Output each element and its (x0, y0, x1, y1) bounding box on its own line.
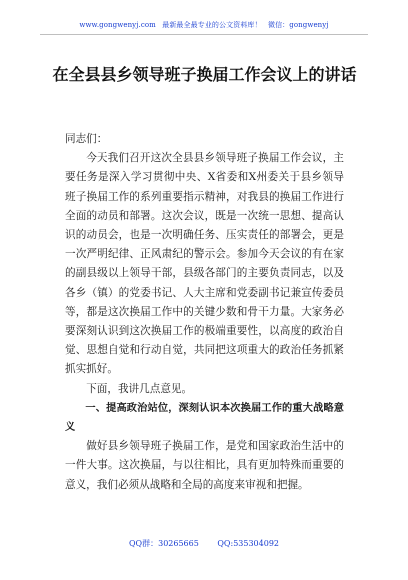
header-slogan: 最新最全最专业的公文资料库！ (162, 21, 262, 29)
footer-qq: QQ:535304092 (217, 539, 279, 548)
page-footer (0, 538, 408, 549)
section-heading-1: 一、提高政治站位，深刻认识本次换届工作的重大战略意义 (65, 402, 344, 434)
body-paragraph-1: 今天我们召开这次全县县乡领导班子换届工作会议，主要任务是深入学习贯彻中央、X省委和X州委关于县乡领导班子换届工作的系列重要指示精神，对我县的换届工作进行全面的动员和部署。这次会议，既是一次统一思想、提高认识的动员会，也是一次明确任务、压实责任的部署会，更是一次严明纪律、正风肃纪的警示会。参加今天会议的有在家的副县级以上领导干部，县级各部门的主要负责同志，以及各乡（镇）的党委书记、人大主席和党委副书记兼宣传委员等，都是这次换届工作中的关键少数和骨干力量。大家务必要深刻认识到这次换届工作的极端重要性，以高度的政治自觉、思想自觉和行动自觉，共同把这项重大的政治任务抓紧抓实抓好。 (65, 152, 344, 376)
header-site-link[interactable]: www.gongwenyj.com (79, 21, 156, 29)
document-title: 在全县县乡领导班子换届工作会议上的讲话 (52, 65, 357, 84)
body-paragraph-2: 下面，我讲几点意见。 (86, 382, 193, 395)
footer-qq-group: QQ群：30265665 (128, 539, 199, 548)
body-paragraph-3: 做好县乡领导班子换届工作，是党和国家政治生活中的一件大事。这次换届，与以往相比，具有更加特殊而重要的意义，我们必须从战略和全局的高度来审视和把握。 (65, 440, 344, 491)
salutation: 同志们： (65, 133, 108, 145)
document-body (65, 130, 344, 495)
page-header (0, 20, 408, 30)
header-divider (40, 34, 368, 35)
header-wechat: 微信：gongwenyj (267, 21, 329, 29)
